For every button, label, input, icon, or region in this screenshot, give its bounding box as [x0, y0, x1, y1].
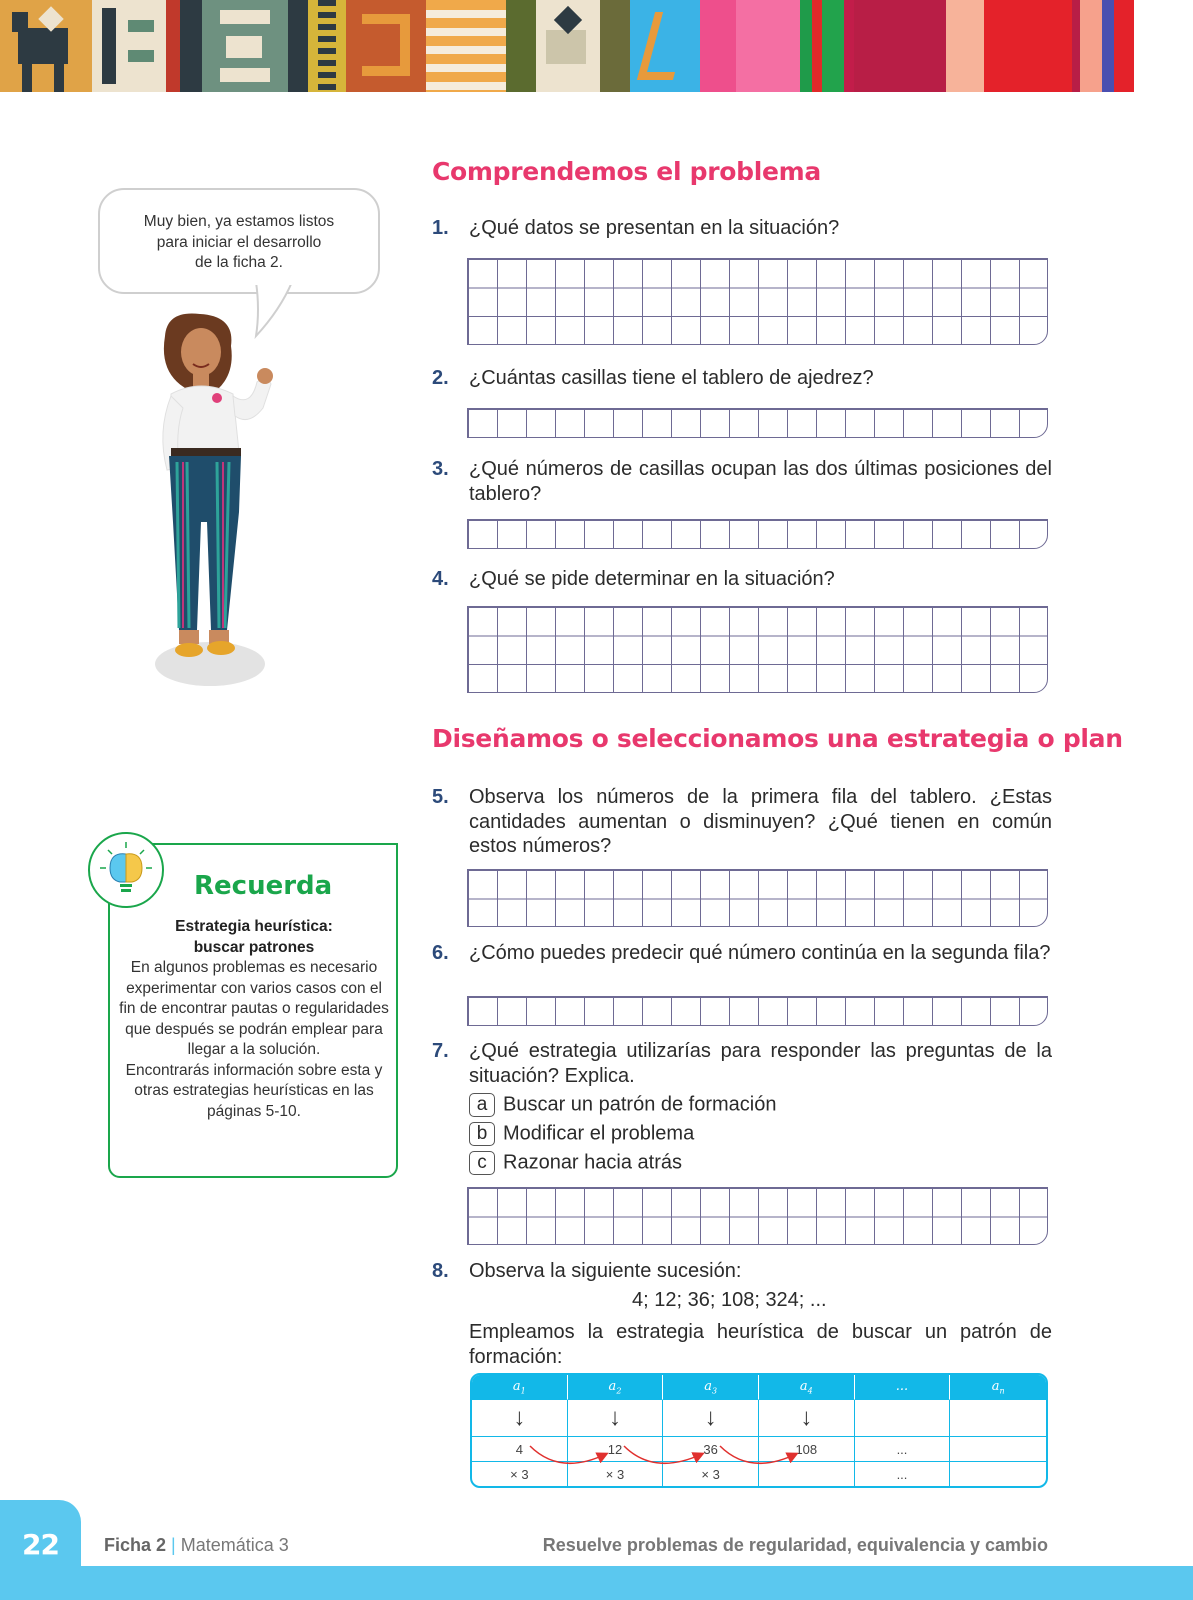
- value-cell: ...: [855, 1437, 951, 1462]
- footer-ficha: Ficha 2: [104, 1535, 167, 1555]
- multiplier-cell: × 3: [568, 1462, 664, 1486]
- value-cell: 4: [472, 1437, 568, 1462]
- banner-stripe: [736, 0, 800, 92]
- banner-stripe: [854, 0, 946, 92]
- option-a[interactable]: [469, 1091, 777, 1118]
- question-number: 7.: [432, 1040, 449, 1062]
- value-cell: 36: [663, 1437, 759, 1462]
- header-base: a: [608, 1378, 617, 1394]
- header-cell: [568, 1375, 664, 1400]
- banner-stripe: [1080, 0, 1102, 92]
- option-letter-box: b: [469, 1122, 495, 1146]
- recuerda-body: [116, 917, 392, 1122]
- option-c[interactable]: [469, 1149, 682, 1176]
- question-8: [432, 1259, 1052, 1284]
- question-number: 2.: [432, 367, 449, 389]
- question-3: [432, 457, 1052, 506]
- recuerda-text: En algunos problemas es necesario experimentar con varios casos con el fin de encontrar pautas o regularidades que después se podrán emplear para llegar a la solución.: [119, 959, 389, 1058]
- banner-stripe: [600, 0, 630, 92]
- recuerda-text: Encontrarás información sobre esta y otras estrategias heurísticas en las páginas 5-10.: [125, 1061, 383, 1120]
- question-number: 8.: [432, 1260, 449, 1282]
- answer-grid-2[interactable]: [467, 408, 1048, 438]
- header-sub: n: [999, 1386, 1005, 1396]
- speech-line: de la ficha 2.: [195, 254, 283, 271]
- question-4: [432, 567, 1052, 592]
- header-base: ...: [895, 1378, 909, 1394]
- q8-followup: [432, 1320, 1052, 1369]
- banner-stripe: [288, 0, 308, 92]
- banner-stripe: [984, 0, 1072, 92]
- banner-stripe: [844, 0, 854, 92]
- sequence: 4; 12; 36; 108; 324; ...: [632, 1289, 827, 1311]
- question-number: 1.: [432, 217, 449, 239]
- down-arrow-icon: ↓: [472, 1400, 568, 1437]
- curved-arrow-icon: [624, 1446, 702, 1463]
- question-text: ¿Qué datos se presentan en la situación?: [469, 217, 840, 239]
- answer-grid-5[interactable]: [467, 869, 1048, 927]
- multiplier-cell: × 3: [663, 1462, 759, 1486]
- banner-stripe: [202, 0, 288, 92]
- multiplier-cell: [950, 1462, 1046, 1486]
- banner-stripe: [812, 0, 822, 92]
- q8-followup-text: Empleamos la estrategia heurística de buscar un patrón de formación:: [469, 1321, 1052, 1368]
- header-base: a: [799, 1378, 808, 1394]
- down-arrow-icon: ↓: [568, 1400, 664, 1437]
- banner-stripe: [536, 0, 600, 92]
- pattern-header-row: [472, 1375, 1046, 1400]
- multiplier-cell: × 3: [472, 1462, 568, 1486]
- header-base: a: [991, 1378, 1000, 1394]
- answer-grid-6[interactable]: [467, 996, 1048, 1026]
- option-label: Modificar el problema: [503, 1122, 695, 1145]
- banner-stripe: [630, 0, 700, 92]
- question-text: ¿Qué estrategia utilizarías para responder las preguntas de la situación? Explica.: [469, 1040, 1052, 1087]
- brain-lightbulb-icon: [88, 832, 164, 908]
- banner-stripe: [800, 0, 812, 92]
- banner-stripe: [1114, 0, 1134, 92]
- speech-bubble: [98, 188, 380, 294]
- pattern-arrow-row: [472, 1400, 1046, 1437]
- footer-separator: |: [171, 1535, 176, 1555]
- header-cell: [855, 1375, 951, 1400]
- option-b[interactable]: [469, 1120, 694, 1147]
- option-label: Razonar hacia atrás: [503, 1151, 682, 1174]
- section-title-disenamos: Diseñamos o seleccionamos una estrategia o plan: [432, 724, 1123, 753]
- answer-grid-1[interactable]: [467, 258, 1048, 345]
- banner-stripe: [822, 0, 844, 92]
- option-letter-box: a: [469, 1093, 495, 1117]
- curved-arrow-icon: [720, 1446, 796, 1463]
- question-6: [432, 941, 1052, 966]
- option-letter-box: c: [469, 1151, 495, 1175]
- curved-arrow-icon: [530, 1446, 606, 1463]
- question-text: ¿Qué se pide determinar en la situación?: [469, 568, 835, 590]
- question-text: Observa la siguiente sucesión:: [469, 1260, 742, 1282]
- arrow-cell: [855, 1400, 951, 1437]
- banner-stripe: [346, 0, 426, 92]
- header-base: a: [704, 1378, 712, 1394]
- speech-line: para iniciar el desarrollo: [156, 233, 322, 251]
- header-sub: 2: [616, 1386, 622, 1396]
- header-sub: 3: [711, 1386, 718, 1396]
- speech-line: Muy bien, ya estamos listos: [143, 213, 335, 230]
- footer-bar: [0, 1566, 1193, 1600]
- header-cell: [663, 1375, 759, 1400]
- down-arrow-icon: ↓: [759, 1400, 855, 1437]
- question-text: Observa los números de la primera fila del tablero. ¿Estas cantidades aumentan o disminuyen? ¿Qué tienen en común estos números?: [469, 786, 1052, 857]
- question-number: 3.: [432, 458, 449, 480]
- banner-llama-panel: [0, 0, 92, 92]
- decorative-woven-banner: [0, 0, 1193, 92]
- question-text: ¿Qué números de casillas ocupan las dos últimas posiciones del tablero?: [469, 458, 1052, 505]
- header-sub: 1: [520, 1386, 526, 1396]
- banner-stripe: [426, 0, 506, 92]
- page-number: 22: [0, 1500, 81, 1600]
- banner-stripe: [180, 0, 202, 92]
- banner-stripe: [1072, 0, 1080, 92]
- footer-competency: Resuelve problemas de regularidad, equivalencia y cambio: [542, 1535, 1048, 1555]
- teacher-illustration: [145, 312, 295, 702]
- banner-stripe: [166, 0, 180, 92]
- question-number: 4.: [432, 568, 449, 590]
- recuerda-subtitle: buscar patrones: [193, 938, 315, 956]
- down-arrow-icon: ↓: [663, 1400, 759, 1437]
- question-1: [432, 216, 1052, 241]
- value-cell: 108: [759, 1437, 855, 1462]
- question-text: ¿Cuántas casillas tiene el tablero de ajedrez?: [469, 367, 874, 389]
- footer-subject: Matemática 3: [180, 1535, 289, 1555]
- footer-left: [104, 1535, 289, 1556]
- question-number: 6.: [432, 942, 449, 964]
- banner-stripe: [700, 0, 736, 92]
- header-sub: 4: [807, 1386, 813, 1396]
- multiplier-cell: ...: [855, 1462, 951, 1486]
- answer-grid-3[interactable]: [467, 519, 1048, 549]
- answer-grid-4[interactable]: [467, 606, 1048, 693]
- banner-stripe: [1102, 0, 1114, 92]
- banner-stripe: [506, 0, 536, 92]
- option-label: Buscar un patrón de formación: [503, 1093, 777, 1116]
- question-number: 5.: [432, 786, 449, 808]
- question-text: ¿Cómo puedes predecir qué número continúa en la segunda fila?: [469, 942, 1051, 964]
- question-7: [432, 1039, 1052, 1088]
- header-cell: [950, 1375, 1046, 1400]
- section-title-comprendemos: Comprendemos el problema: [432, 157, 821, 186]
- recuerda-title: Recuerda: [194, 871, 333, 901]
- question-2: [432, 366, 1052, 391]
- value-cell: [950, 1437, 1046, 1462]
- header-cell: [472, 1375, 568, 1400]
- banner-stripe: [946, 0, 984, 92]
- header-cell: [759, 1375, 855, 1400]
- value-cell: 12: [568, 1437, 664, 1462]
- banner-stripe: [308, 0, 346, 92]
- answer-grid-7[interactable]: [467, 1187, 1048, 1245]
- multiply-arrows: [520, 1440, 810, 1476]
- recuerda-subtitle: Estrategia heurística:: [175, 918, 333, 935]
- banner-stripe: [92, 0, 166, 92]
- arrow-cell: [950, 1400, 1046, 1437]
- header-base: a: [512, 1378, 521, 1394]
- question-5: [432, 785, 1052, 859]
